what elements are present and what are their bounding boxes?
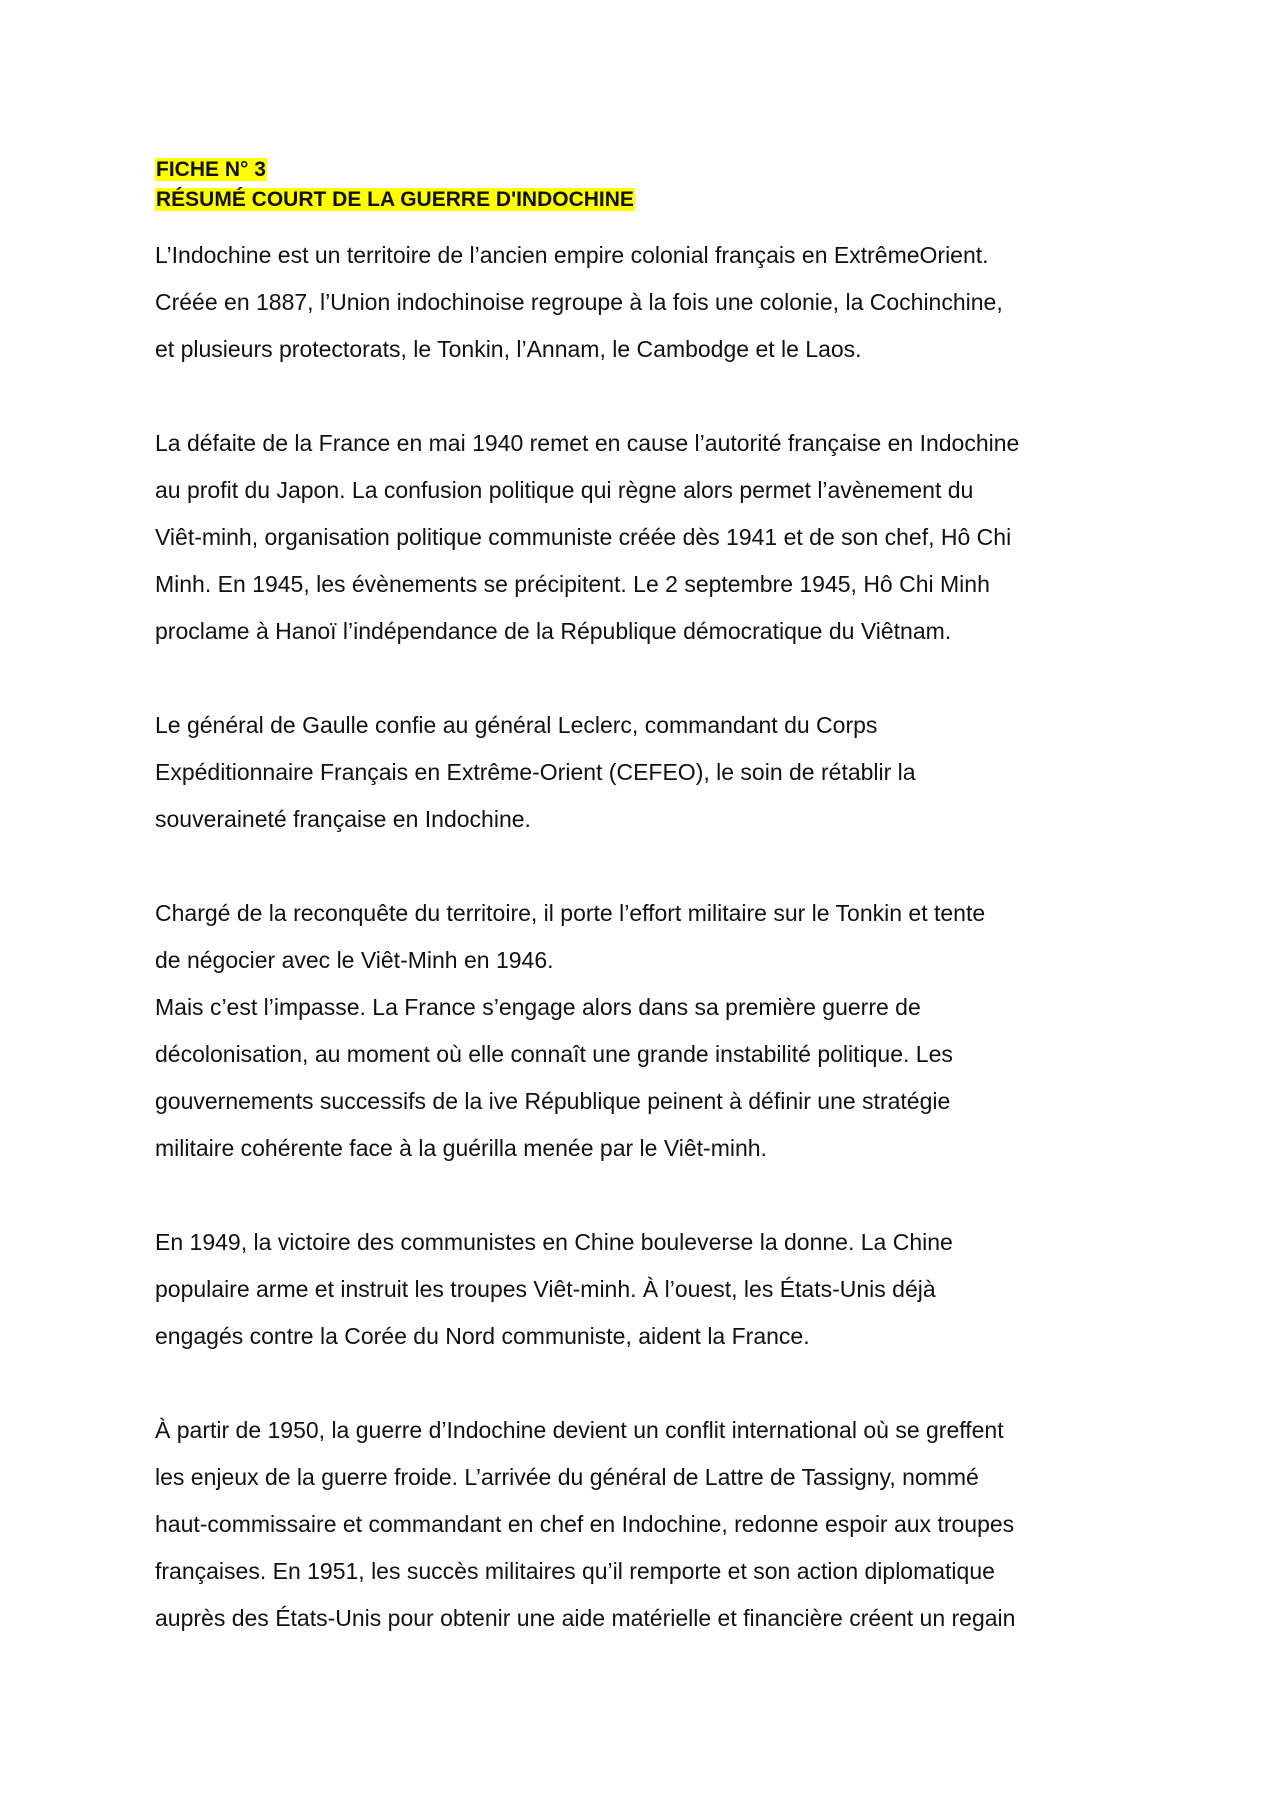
sheet-number-heading [155,155,1145,185]
paragraph [155,1219,1145,1360]
paragraph-line: et plusieurs protectorats, le Tonkin, l’Annam, le Cambodge et le Laos. [155,336,862,362]
paragraph [155,420,1145,655]
paragraph-line: Mais c’est l’impasse. La France s’engage alors dans sa première guerre de [155,994,921,1020]
paragraph-line: Expéditionnaire Français en Extrême-Orient (CEFEO), le soin de rétablir la [155,759,916,785]
paragraph [155,890,1145,1172]
paragraph [155,232,1145,373]
paragraph-line: haut-commissaire et commandant en chef en Indochine, redonne espoir aux troupes [155,1511,1015,1537]
paragraph-line: de négocier avec le Viêt-Minh en 1946. [155,947,554,973]
sheet-number-text: FICHE N° 3 [156,158,266,181]
paragraph-line: Le général de Gaulle confie au général Leclerc, commandant du Corps [155,712,878,738]
paragraph-line: les enjeux de la guerre froide. L’arrivée du général de Lattre de Tassigny, nommé [155,1464,979,1490]
document-title-heading [155,185,1145,215]
paragraph-line: La défaite de la France en mai 1940 remet en cause l’autorité française en Indochine [155,430,1020,456]
paragraph-line: souveraineté française en Indochine. [155,806,531,832]
paragraph-line: engagés contre la Corée du Nord communiste, aident la France. [155,1323,810,1349]
paragraph-line: auprès des États-Unis pour obtenir une aide matérielle et financière créent un regain [155,1605,1016,1631]
paragraph-line: militaire cohérente face à la guérilla menée par le Viêt-minh. [155,1135,767,1161]
paragraph-line: gouvernements successifs de la ive République peinent à définir une stratégie [155,1088,951,1114]
paragraph-line: Minh. En 1945, les évènements se précipitent. Le 2 septembre 1945, Hô Chi Minh [155,571,990,597]
paragraph-line: Viêt-minh, organisation politique communiste créée dès 1941 et de son chef, Hô Chi [155,524,1012,550]
paragraph-line: En 1949, la victoire des communistes en Chine bouleverse la donne. La Chine [155,1229,953,1255]
document-body [155,155,1145,1689]
paragraph-line: Créée en 1887, l’Union indochinoise regroupe à la fois une colonie, la Cochinchine, [155,289,1003,315]
paragraph-line: françaises. En 1951, les succès militaires qu’il remporte et son action diplomatique [155,1558,995,1584]
paragraph-line: Chargé de la reconquête du territoire, il porte l’effort militaire sur le Tonkin et tente [155,900,986,926]
paragraph-line: L’Indochine est un territoire de l’ancien empire colonial français en ExtrêmeOrient. [155,242,989,268]
paragraph-line: décolonisation, au moment où elle connaît une grande instabilité politique. Les [155,1041,953,1067]
document-title-text: RÉSUMÉ COURT DE LA GUERRE D'INDOCHINE [156,188,634,211]
paragraph-line: au profit du Japon. La confusion politique qui règne alors permet l’avènement du [155,477,974,503]
paragraph-line: À partir de 1950, la guerre d’Indochine devient un conflit international où se greffent [155,1417,1004,1443]
paragraph [155,1407,1145,1642]
paragraph-line: populaire arme et instruit les troupes Viêt-minh. À l’ouest, les États-Unis déjà [155,1276,936,1302]
paragraph-line: proclame à Hanoï l’indépendance de la République démocratique du Viêtnam. [155,618,952,644]
paragraph [155,702,1145,843]
